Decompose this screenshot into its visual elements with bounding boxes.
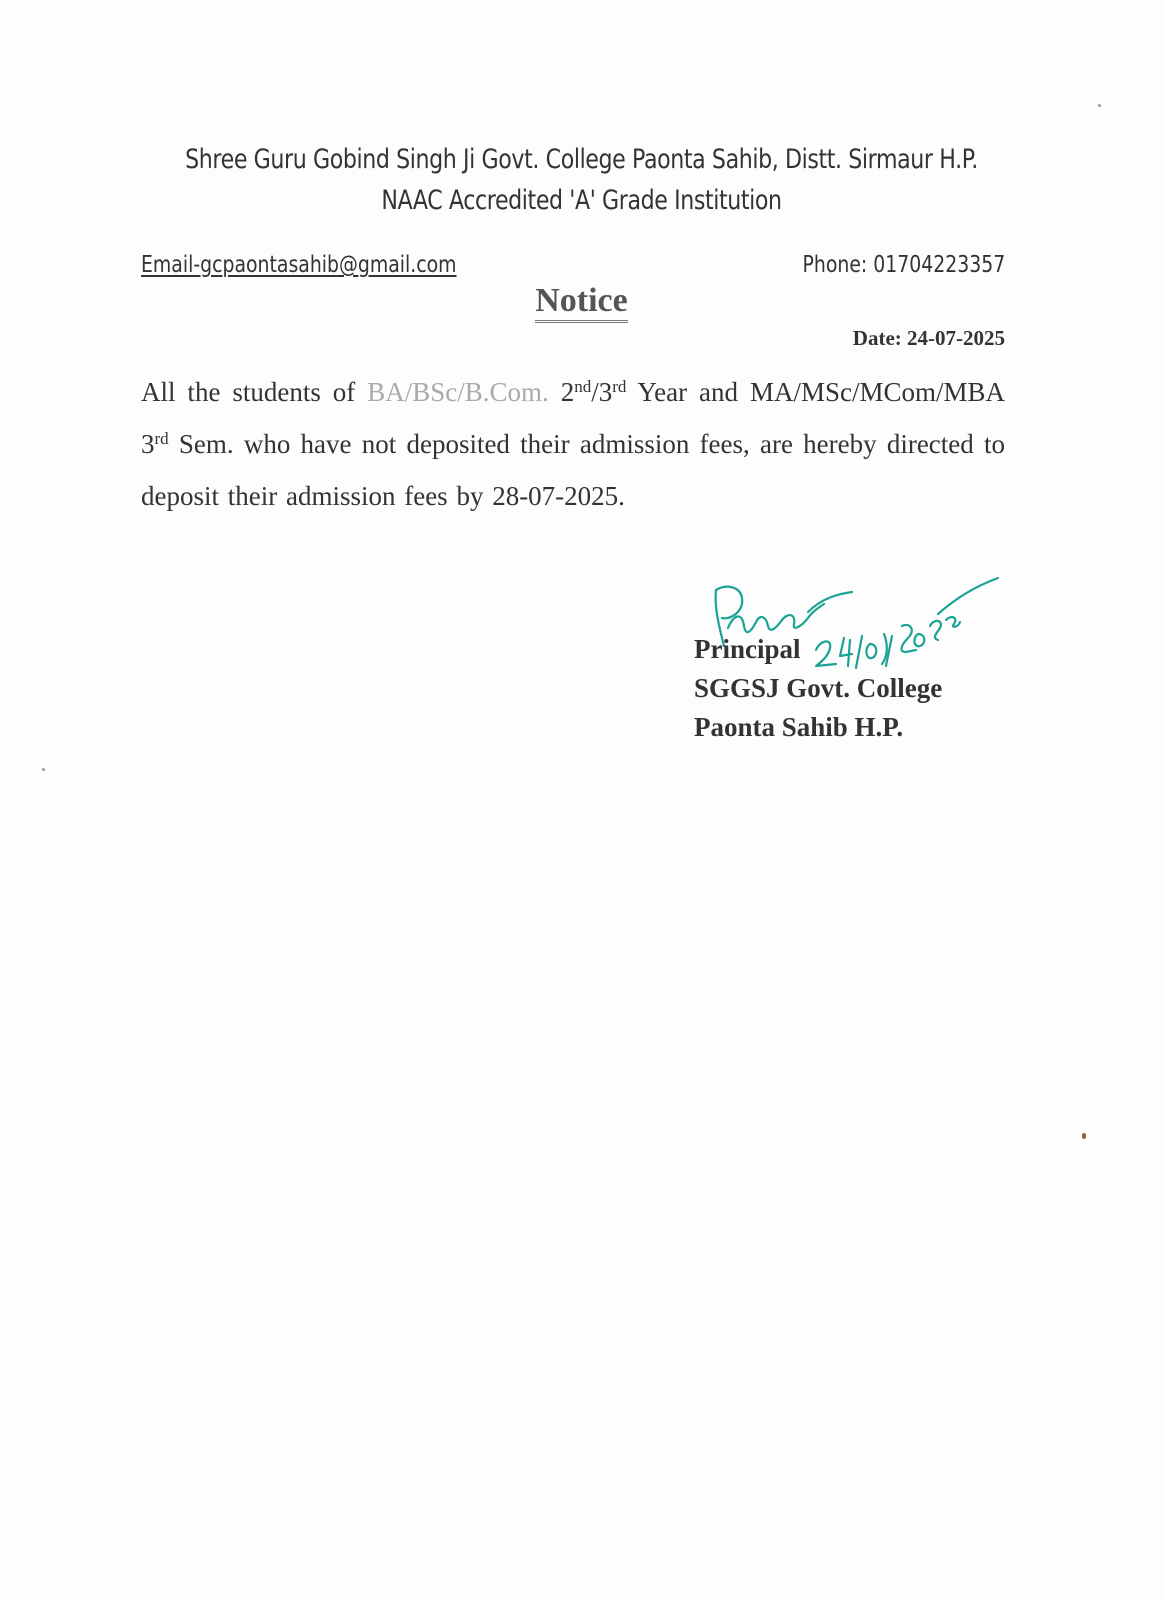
- body-sup-rd-2: rd: [154, 429, 169, 448]
- letterhead: [0, 140, 1163, 220]
- notice-title: Notice: [535, 282, 628, 323]
- notice-date: Date: 24-07-2025: [852, 326, 1005, 350]
- body-sup-rd-1: rd: [612, 377, 627, 396]
- body-part-5: Year and MA/MSc/MCom/MBA 3: [141, 377, 1005, 459]
- notice-heading: [0, 282, 1163, 320]
- signatory-place: Paonta Sahib H.P.: [694, 712, 904, 742]
- scan-speck: [1098, 104, 1101, 107]
- notice-body: [141, 366, 1005, 522]
- accreditation-line: NAAC Accredited 'A' Grade Institution: [381, 185, 782, 216]
- body-sup-nd: nd: [574, 377, 592, 396]
- body-part-3: 2: [548, 377, 575, 407]
- signatory-org: SGGSJ Govt. College: [694, 673, 943, 703]
- body-part-4: /3: [591, 377, 613, 407]
- scan-speck: [42, 768, 45, 771]
- signatory-title: Principal: [694, 634, 801, 664]
- body-part-1: All the students of: [141, 377, 368, 407]
- scan-speck: [1082, 1133, 1086, 1139]
- signature-block: [694, 630, 942, 747]
- college-name: Shree Guru Gobind Singh Ji Govt. College Paonta Sahib, Distt. Sirmaur H.P.: [185, 144, 978, 175]
- email-address[interactable]: Email-gcpaontasahib@gmail.com: [141, 252, 457, 278]
- body-part-6: Sem. who have not deposited their admission fees, are hereby directed to deposit their admission fees by 28-07-2025.: [141, 429, 1005, 511]
- phone-number: Phone: 01704223357: [802, 252, 1005, 278]
- body-part-2: BA/BSc/B.Com.: [367, 377, 549, 407]
